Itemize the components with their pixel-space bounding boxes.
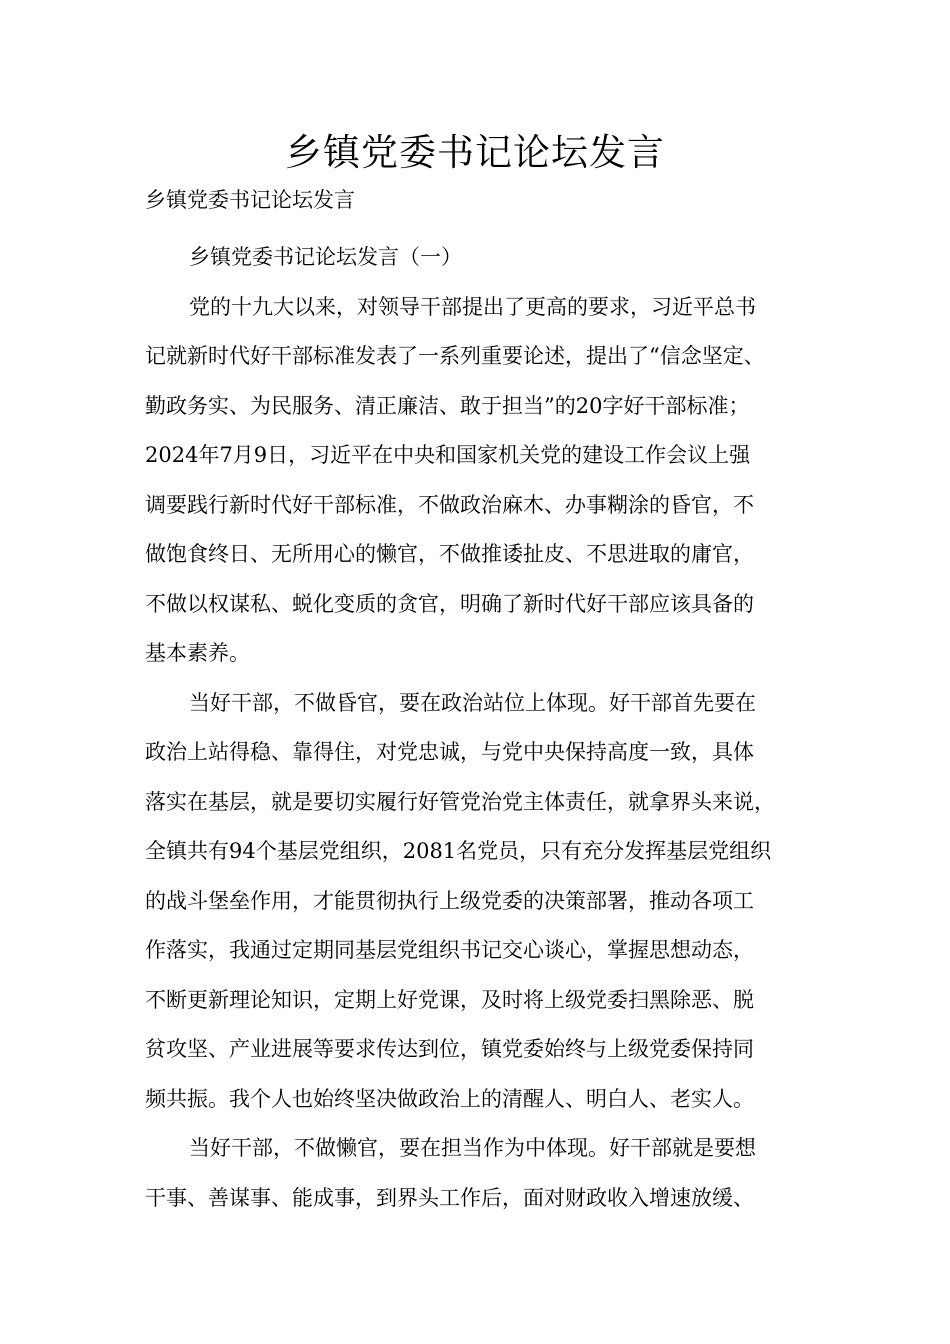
paragraph-political-stance	[145, 679, 807, 1125]
text-line: 记就新时代好干部标准发表了一系列重要论述，提出了“信念坚定、	[145, 344, 765, 368]
paragraph-taking-responsibility	[145, 1124, 807, 1223]
text-line: 贫攻坚、产业进展等要求传达到位，镇党委始终与上级党委保持同	[145, 1037, 754, 1061]
text-line: 党的十九大以来，对领导干部提出了更高的要求，习近平总书	[189, 294, 756, 319]
document-body	[145, 233, 807, 1223]
text-line: 作落实，我通过定期同基层党组织书记交心谈心，掌握思想动态，	[145, 938, 754, 962]
text-line: 勤政务实、为民服务、清正廉洁、敢于担当”的20字好干部标准；	[145, 393, 750, 418]
text-line: 基本素养。	[145, 641, 250, 665]
text-line: 政治上站得稳、靠得住，对党忠诚，与党中央保持高度一致，具体	[145, 740, 754, 764]
text-line: 当好干部，不做懒官，要在担当作为中体现。好干部就是要想	[189, 1136, 756, 1160]
document-title: 乡镇党委书记论坛发言	[285, 131, 665, 174]
document-subtitle: 乡镇党委书记论坛发言	[145, 188, 355, 212]
text-line: 当好干部，不做昏官，要在政治站位上体现。好干部首先要在	[189, 690, 756, 715]
text-line: 全镇共有94个基层党组织，2081名党员，只有充分发挥基层党组织	[145, 839, 772, 863]
text-line: 不断更新理论知识，定期上好党课，及时将上级党委扫黑除恶、脱	[145, 987, 754, 1012]
text-line: 乡镇党委书记论坛发言（一）	[189, 245, 462, 269]
text-line: 干事、善谋事、能成事，到界头工作后，面对财政收入增速放缓、	[145, 1185, 754, 1210]
text-line: 频共振。我个人也始终坚决做政治上的清醒人、明白人、老实人。	[145, 1086, 754, 1111]
text-line: 的战斗堡垒作用，才能贯彻执行上级党委的决策部署，推动各项工	[145, 888, 754, 913]
paragraph-intro	[145, 283, 807, 679]
text-line: 2024年7月9日，习近平在中央和国家机关党的建设工作会议上强	[145, 443, 751, 467]
text-line: 调要践行新时代好干部标准，不做政治麻木、办事糊涂的昏官，不	[145, 492, 754, 517]
text-line: 不做以权谋私、蜕化变质的贪官，明确了新时代好干部应该具备的	[145, 591, 754, 616]
paragraph-section-heading	[145, 233, 807, 283]
text-line: 落实在基层，就是要切实履行好管党治党主体责任，就拿界头来说，	[145, 789, 775, 814]
text-line: 做饱食终日、无所用心的懒官，不做推诿扯皮、不思进取的庸官，	[145, 542, 754, 566]
